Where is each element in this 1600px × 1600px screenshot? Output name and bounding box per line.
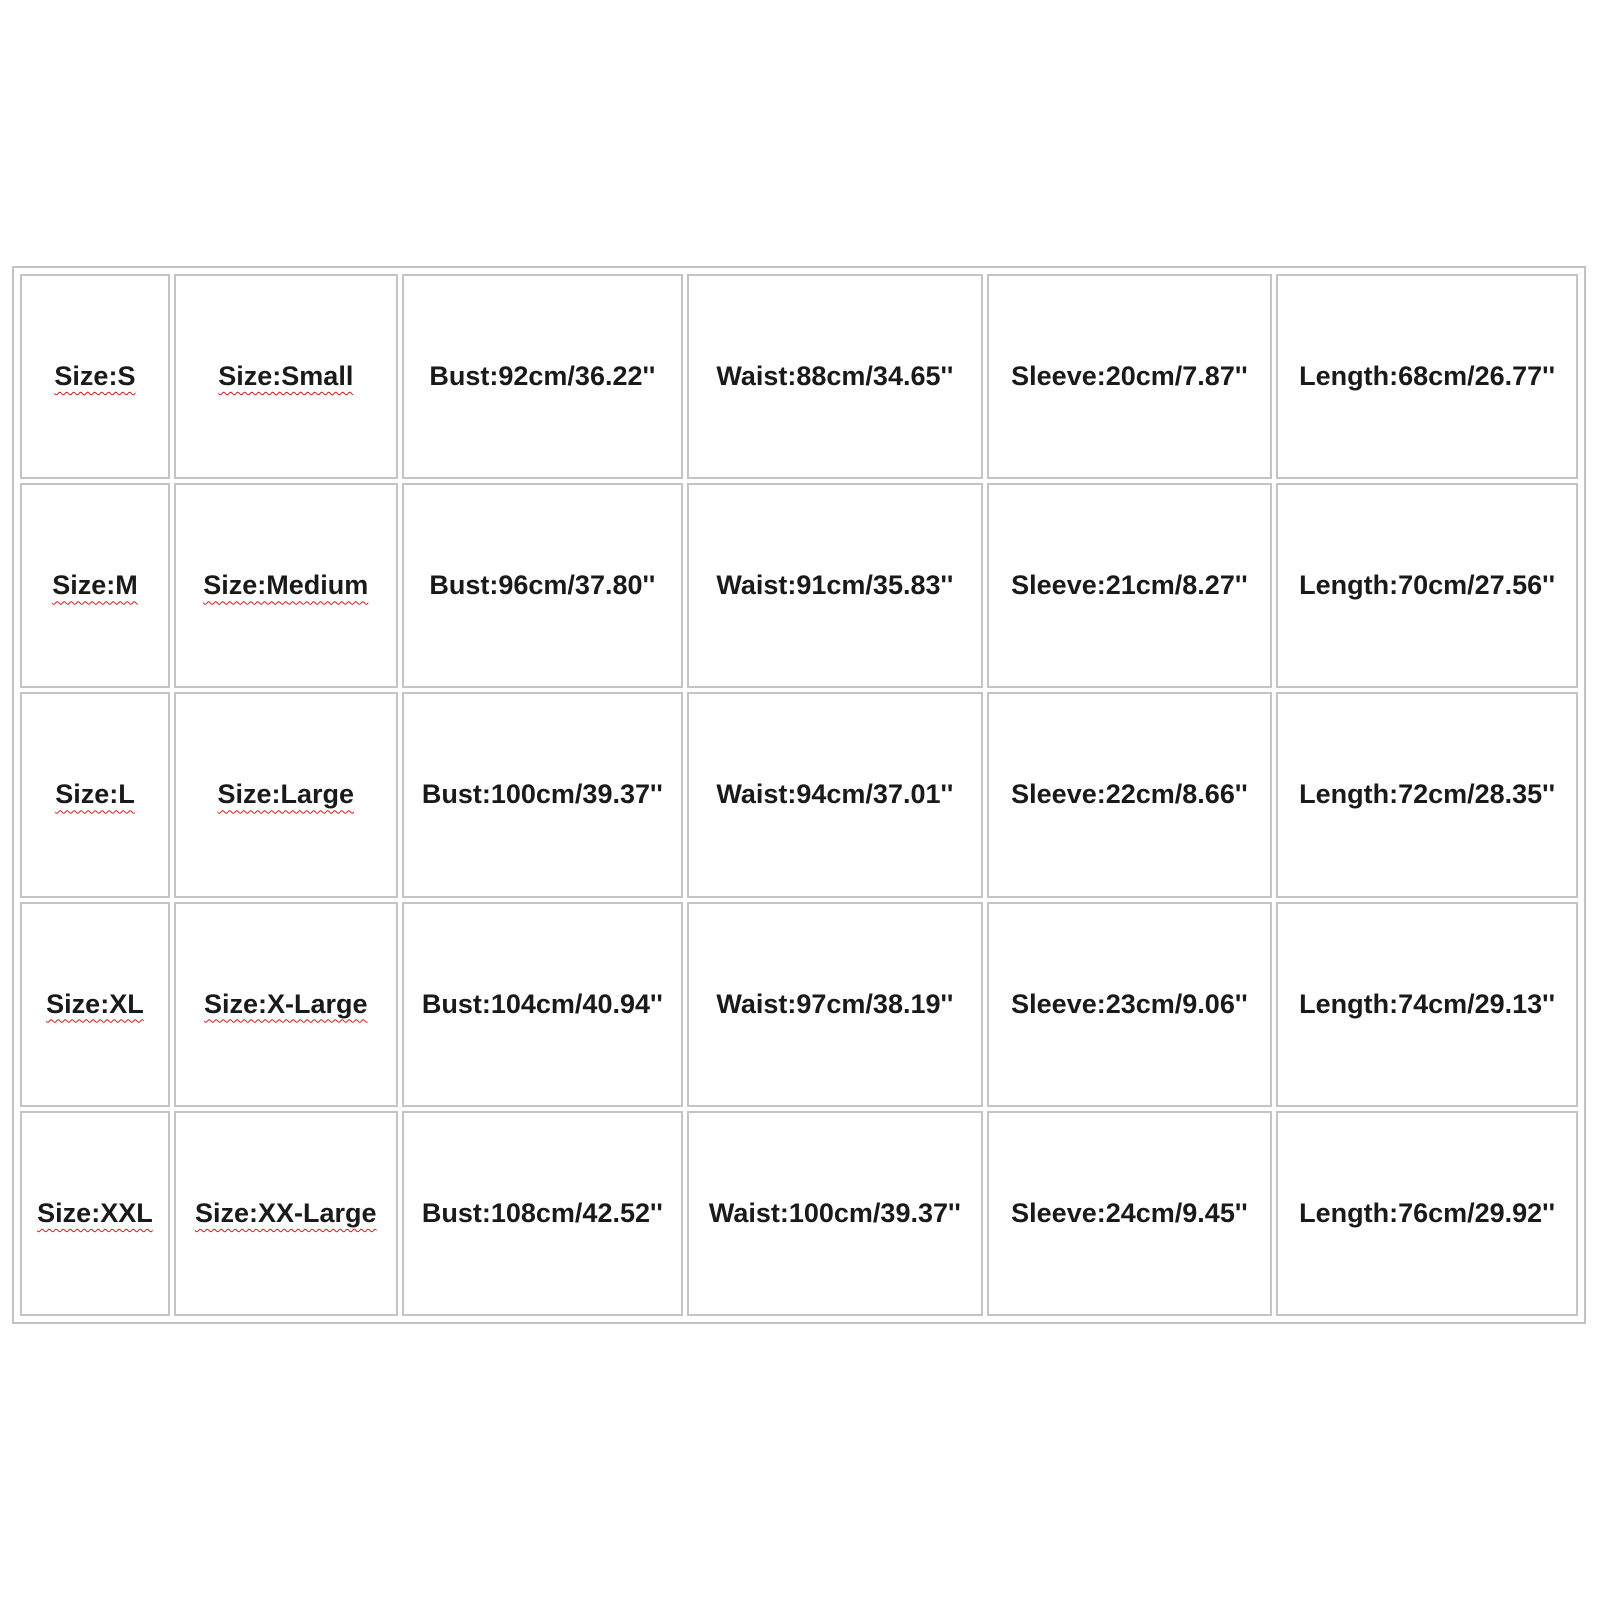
length-cell: Length:68cm/26.77''	[1276, 274, 1578, 479]
sleeve-cell: Sleeve:24cm/9.45''	[987, 1111, 1272, 1316]
size-name-cell	[174, 483, 398, 688]
size-row-xxl	[20, 1111, 1578, 1316]
length-cell: Length:72cm/28.35''	[1276, 692, 1578, 897]
sleeve-cell: Sleeve:22cm/8.66''	[987, 692, 1272, 897]
bust-cell: Bust:104cm/40.94''	[402, 902, 683, 1107]
size-code-cell	[20, 1111, 170, 1316]
size-code-text: Size:S	[54, 361, 136, 392]
size-code-cell	[20, 483, 170, 688]
size-code-cell	[20, 692, 170, 897]
sleeve-cell: Sleeve:20cm/7.87''	[987, 274, 1272, 479]
waist-cell: Waist:91cm/35.83''	[687, 483, 983, 688]
size-code-cell	[20, 274, 170, 479]
sleeve-cell: Sleeve:21cm/8.27''	[987, 483, 1272, 688]
waist-cell: Waist:94cm/37.01''	[687, 692, 983, 897]
bust-cell: Bust:96cm/37.80''	[402, 483, 683, 688]
length-cell: Length:70cm/27.56''	[1276, 483, 1578, 688]
waist-cell: Waist:88cm/34.65''	[687, 274, 983, 479]
size-name-cell	[174, 902, 398, 1107]
size-chart-table	[12, 266, 1586, 1324]
size-code-text: Size:XL	[46, 988, 144, 1019]
size-name-text: Size:Medium	[203, 570, 369, 601]
size-row-s	[20, 274, 1578, 479]
length-cell: Length:76cm/29.92''	[1276, 1111, 1578, 1316]
size-chart	[16, 270, 1582, 1320]
bust-cell: Bust:100cm/39.37''	[402, 692, 683, 897]
size-name-cell	[174, 692, 398, 897]
size-row-l	[20, 692, 1578, 897]
size-code-text: Size:XXL	[37, 1197, 153, 1228]
size-name-text: Size:X-Large	[204, 988, 368, 1019]
size-name-text: Size:XX-Large	[195, 1197, 377, 1228]
size-code-text: Size:M	[52, 570, 138, 601]
bust-cell: Bust:92cm/36.22''	[402, 274, 683, 479]
waist-cell: Waist:97cm/38.19''	[687, 902, 983, 1107]
size-name-cell	[174, 1111, 398, 1316]
size-code-cell	[20, 902, 170, 1107]
size-row-xl	[20, 902, 1578, 1107]
size-name-text: Size:Small	[218, 361, 354, 392]
size-code-text: Size:L	[55, 779, 135, 810]
sleeve-cell: Sleeve:23cm/9.06''	[987, 902, 1272, 1107]
size-name-text: Size:Large	[217, 779, 355, 810]
bust-cell: Bust:108cm/42.52''	[402, 1111, 683, 1316]
waist-cell: Waist:100cm/39.37''	[687, 1111, 983, 1316]
length-cell: Length:74cm/29.13''	[1276, 902, 1578, 1107]
size-row-m	[20, 483, 1578, 688]
size-name-cell	[174, 274, 398, 479]
